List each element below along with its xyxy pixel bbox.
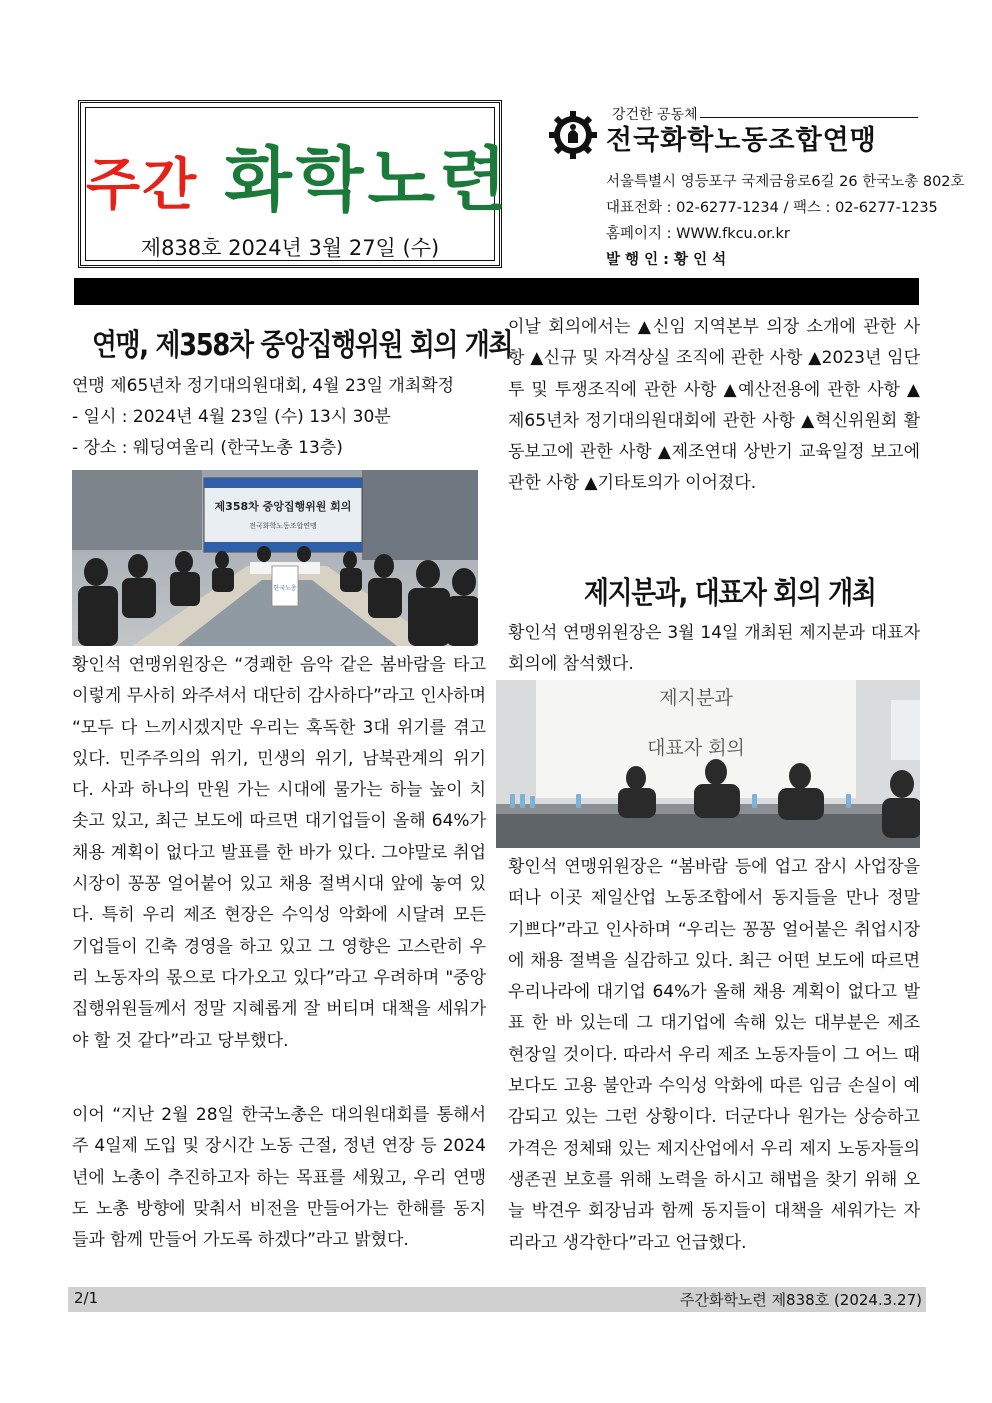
photo-banner-subtext: 전국화학노동조합연맹 bbox=[249, 522, 317, 530]
article2-meeting-photo bbox=[496, 680, 920, 848]
article1-headline: 연맹, 제358차 중앙집행위원 회의 개최 bbox=[92, 328, 513, 363]
gear-logo-icon bbox=[548, 110, 598, 160]
masthead-title-name: 화학노련 bbox=[224, 139, 511, 221]
org-slogan: 강건한 공동체 bbox=[612, 107, 698, 123]
photo-banner-text: 제358차 중앙집행위원 회의 bbox=[214, 500, 352, 513]
org-address: 서울특별시 영등포구 국제금융로6길 26 한국노총 802호 bbox=[606, 174, 965, 190]
masthead-title-weekly: 주간 bbox=[86, 153, 199, 218]
org-phone-fax: 대표전화 : 02-6277-1234 / 팩스 : 02-6277-1235 bbox=[606, 200, 938, 216]
header-divider-bar bbox=[74, 278, 919, 305]
org-publisher: 발 행 인 : 황 인 석 bbox=[606, 252, 727, 268]
article1-place-line: - 장소 : 웨딩여울리 (한국노총 13층) bbox=[72, 438, 343, 458]
article2-lead: 황인석 연맹위원장은 3월 14일 개최된 제지분과 대표자 회의에 참석했다. bbox=[508, 623, 920, 675]
org-homepage[interactable]: 홈페이지 : WWW.fkcu.or.kr bbox=[606, 226, 790, 242]
photo-podium-label: 한국노총 bbox=[273, 585, 297, 592]
article1-meeting-photo bbox=[72, 470, 478, 646]
article1-body-paragraph2: 이어 “지난 2월 28일 한국노총은 대의원대회를 통해서 주 4일제 도입 및 장시간 노동 근절, 정년 연장 등 2024년에 노총이 추진하고자 하는 목표를 세웠고, 우리 연맹도 노총 방향에 맞춰서 비전을 만들어가는 한해를 동지들과 함께 만들어 가도록 하겠다”라고 밝혔다. bbox=[72, 1105, 486, 1251]
footer-page-number: 2/1 bbox=[74, 1289, 99, 1307]
article1-body-continued: 이날 회의에서는 ▲신임 지역본부 의장 소개에 관한 사항 ▲신규 및 자격상실 조직에 관한 사항 ▲2023년 임단투 및 투쟁조직에 관한 사항 ▲예산전용에 관한 사항 ▲제65년차 정기대의원대회에 관한 사항 ▲혁신위원회 활동보고에 관한 사항 ▲제조연대 상반기 교육일정 보고에 관한 사항 ▲기타토의가 이어졌다. bbox=[508, 317, 920, 494]
masthead-title bbox=[86, 124, 511, 225]
footer-issue: 주간화학노련 제838호 (2024.3.27) bbox=[679, 1291, 922, 1309]
issue-number-date: 제838호 2024년 3월 27일 (수) bbox=[140, 236, 440, 260]
article2-body: 황인석 연맹위원장은 “봄바람 등에 업고 잠시 사업장을 떠나 이곳 제일산업 노동조합에서 동지들을 만나 정말 기쁘다”라고 인사하며 “우리는 꽁꽁 얼어붙은 취업시장에 채용 절벽을 실감하고 있다. 최근 어떤 보도에 따르면 우리나라에 대기업 64%가 올해 채용 계획이 없다고 발표 한 바 있는데 그 대기업에 속해 있는 대부분은 제조 현장일 것이다. 따라서 우리 제조 노동자들이 그 어느 때보다도 고용 불안과 수익성 악화에 따른 임금 손실이 예감되고 있는 그런 상황이다. 더군다나 원가는 상승하고 가격은 정체돼 있는 제지산업에서 우리 제지 노동자들의 생존권 보호를 위해 노력을 하시고 해법을 찾기 위해 오늘 박견우 회장님과 함께 동지들이 대책을 세워가는 자리라고 생각한다”라고 언급했다. bbox=[508, 857, 920, 1253]
article2-headline: 제지분과, 대표자 회의 개최 bbox=[584, 576, 876, 611]
article1-body-paragraph1: 황인석 연맹위원장은 “경쾌한 음악 같은 봄바람을 타고 이렇게 무사히 와주셔서 대단히 감사하다”라고 인사하며 “모두 다 느끼시겠지만 우리는 혹독한 3대 위기를 겪고 있다. 민주주의의 위기, 민생의 위기, 남북관계의 위기다. 사과 하나의 만원 가는 시대에 물가는 하늘 높이 치솟고 있고, 최근 보도에 따르면 대기업들이 올해 64%가 채용 계획이 없다고 발표를 한 바가 있다. 그야말로 취업시장이 꽁꽁 얼어붙어 있고 채용 절벽시대 앞에 놓여 있다. 특히 우리 제조 현장은 수익성 악화에 시달려 모든 기업들이 긴축 경영을 하고 있고 그 영향은 고스란히 우리 노동자의 몫으로 다가오고 있다”라고 우려하며 "중앙집행위원들께서 정말 지혜롭게 잘 버티며 대책을 세워가야 할 것 같다”라고 당부했다. bbox=[72, 655, 486, 1051]
org-name: 전국화학노동조합연맹 bbox=[606, 125, 877, 156]
screen-text-division: 제지분과 bbox=[659, 687, 733, 709]
article1-subtitle: 연맹 제65년차 정기대의원대회, 4월 23일 개최확정 bbox=[72, 376, 455, 396]
screen-text-meeting: 대표자 회의 bbox=[647, 737, 745, 759]
article1-date-line: - 일시 : 2024년 4월 23일 (수) 13시 30분 bbox=[72, 407, 391, 427]
masthead-inner-frame bbox=[85, 107, 511, 261]
masthead-box bbox=[78, 100, 511, 268]
